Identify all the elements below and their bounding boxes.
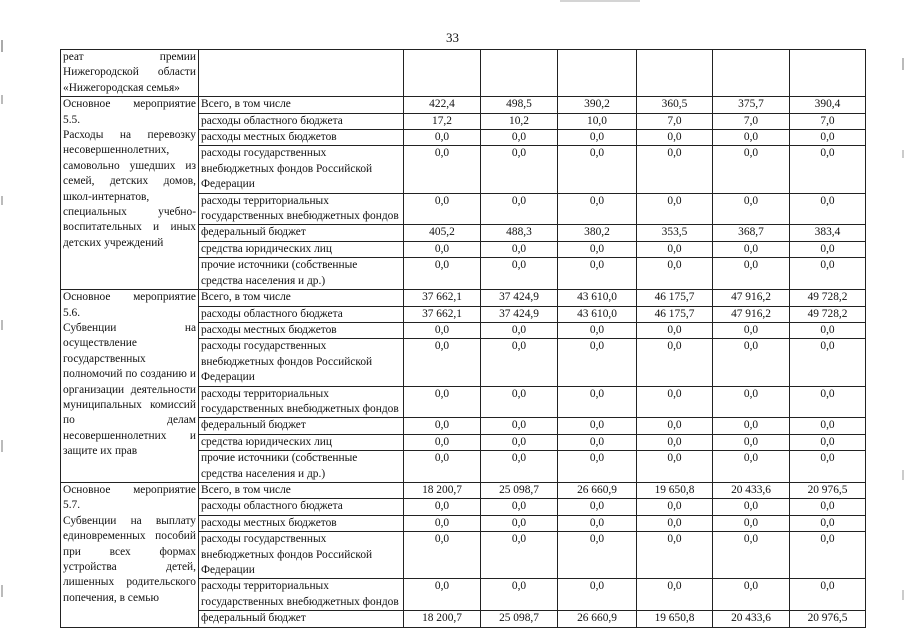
- amount-cell: 43 610,0: [558, 290, 637, 306]
- amount-cell: 0,0: [790, 146, 866, 193]
- amount-cell: 0,0: [713, 579, 790, 611]
- amount-cell: 0,0: [558, 532, 637, 579]
- amount-cell: 0,0: [713, 499, 790, 515]
- amount-cell: 0,0: [481, 193, 558, 225]
- funding-source-cell: расходы местных бюджетов: [199, 130, 404, 146]
- amount-cell: 498,5: [481, 97, 558, 113]
- amount-cell: 0,0: [404, 258, 481, 290]
- funding-source-cell: расходы территориальных государственных внебюджетных фондов: [199, 579, 404, 611]
- amount-cell: 0,0: [790, 339, 866, 386]
- amount-cell: [404, 50, 481, 97]
- amount-cell: 0,0: [481, 418, 558, 434]
- activity-name-cell: Основное мероприятие 5.7. Субвенции на выплату единовременных пособий при всех формах устройства детей, лишенных родительского попечения, в семью: [61, 482, 199, 627]
- amount-cell: 0,0: [713, 146, 790, 193]
- amount-cell: 20 976,5: [790, 482, 866, 498]
- amount-cell: 0,0: [481, 241, 558, 257]
- amount-cell: 0,0: [713, 434, 790, 450]
- amount-cell: 0,0: [481, 130, 558, 146]
- amount-cell: 0,0: [558, 130, 637, 146]
- amount-cell: 0,0: [713, 193, 790, 225]
- amount-cell: 0,0: [637, 532, 713, 579]
- amount-cell: 0,0: [790, 386, 866, 418]
- table-row: [61, 97, 866, 113]
- amount-cell: 10,0: [558, 113, 637, 129]
- amount-cell: 0,0: [790, 418, 866, 434]
- amount-cell: [481, 50, 558, 97]
- amount-cell: 0,0: [558, 386, 637, 418]
- amount-cell: 0,0: [481, 339, 558, 386]
- amount-cell: 0,0: [713, 515, 790, 531]
- amount-cell: 0,0: [558, 241, 637, 257]
- amount-cell: [713, 50, 790, 97]
- amount-cell: 7,0: [713, 113, 790, 129]
- amount-cell: 0,0: [637, 241, 713, 257]
- amount-cell: 49 728,2: [790, 306, 866, 322]
- amount-cell: 0,0: [790, 515, 866, 531]
- amount-cell: 353,5: [637, 225, 713, 241]
- amount-cell: 0,0: [558, 322, 637, 338]
- amount-cell: 19 650,8: [637, 482, 713, 498]
- amount-cell: 43 610,0: [558, 306, 637, 322]
- amount-cell: 0,0: [637, 386, 713, 418]
- amount-cell: 0,0: [481, 258, 558, 290]
- amount-cell: 383,4: [790, 225, 866, 241]
- amount-cell: 18 200,7: [404, 611, 481, 627]
- amount-cell: [558, 50, 637, 97]
- amount-cell: 0,0: [558, 193, 637, 225]
- amount-cell: 0,0: [637, 339, 713, 386]
- amount-cell: 46 175,7: [637, 306, 713, 322]
- amount-cell: 375,7: [713, 97, 790, 113]
- amount-cell: 0,0: [637, 515, 713, 531]
- funding-source-cell: расходы территориальных государственных внебюджетных фондов: [199, 193, 404, 225]
- amount-cell: 0,0: [713, 386, 790, 418]
- budget-table-body: [61, 50, 866, 628]
- funding-source-cell: прочие источники (собственные средства населения и др.): [199, 258, 404, 290]
- funding-source-cell: расходы местных бюджетов: [199, 515, 404, 531]
- amount-cell: 0,0: [558, 339, 637, 386]
- amount-cell: 390,2: [558, 97, 637, 113]
- amount-cell: 0,0: [481, 451, 558, 483]
- amount-cell: 0,0: [558, 451, 637, 483]
- page-number: 33: [446, 30, 459, 45]
- funding-source-cell: расходы областного бюджета: [199, 499, 404, 515]
- amount-cell: 0,0: [404, 418, 481, 434]
- amount-cell: 0,0: [481, 579, 558, 611]
- amount-cell: 0,0: [790, 130, 866, 146]
- amount-cell: 37 424,9: [481, 290, 558, 306]
- amount-cell: 422,4: [404, 97, 481, 113]
- amount-cell: 0,0: [481, 146, 558, 193]
- amount-cell: 0,0: [713, 322, 790, 338]
- amount-cell: 0,0: [404, 515, 481, 531]
- amount-cell: 25 098,7: [481, 611, 558, 627]
- amount-cell: 37 662,1: [404, 290, 481, 306]
- amount-cell: 19 650,8: [637, 611, 713, 627]
- amount-cell: 49 728,2: [790, 290, 866, 306]
- funding-source-cell: Всего, в том числе: [199, 97, 404, 113]
- amount-cell: 0,0: [790, 193, 866, 225]
- amount-cell: 25 098,7: [481, 482, 558, 498]
- amount-cell: [637, 50, 713, 97]
- funding-source-cell: расходы государственных внебюджетных фондов Российской Федерации: [199, 532, 404, 579]
- amount-cell: 0,0: [558, 146, 637, 193]
- amount-cell: 0,0: [637, 258, 713, 290]
- amount-cell: 360,5: [637, 97, 713, 113]
- amount-cell: 7,0: [637, 113, 713, 129]
- amount-cell: 0,0: [790, 451, 866, 483]
- amount-cell: 0,0: [637, 146, 713, 193]
- funding-source-cell: расходы государственных внебюджетных фондов Российской Федерации: [199, 146, 404, 193]
- amount-cell: 368,7: [713, 225, 790, 241]
- amount-cell: 46 175,7: [637, 290, 713, 306]
- amount-cell: 0,0: [481, 434, 558, 450]
- amount-cell: 0,0: [404, 241, 481, 257]
- amount-cell: 0,0: [558, 434, 637, 450]
- table-row: [61, 482, 866, 498]
- amount-cell: 0,0: [404, 322, 481, 338]
- amount-cell: 0,0: [637, 130, 713, 146]
- amount-cell: 47 916,2: [713, 306, 790, 322]
- amount-cell: 26 660,9: [558, 482, 637, 498]
- amount-cell: 18 200,7: [404, 482, 481, 498]
- amount-cell: 10,2: [481, 113, 558, 129]
- amount-cell: 0,0: [481, 515, 558, 531]
- amount-cell: 0,0: [790, 241, 866, 257]
- amount-cell: 20 433,6: [713, 611, 790, 627]
- amount-cell: 0,0: [790, 532, 866, 579]
- funding-source-cell: средства юридических лиц: [199, 434, 404, 450]
- amount-cell: 0,0: [713, 418, 790, 434]
- funding-source-cell: расходы территориальных государственных внебюджетных фондов: [199, 386, 404, 418]
- funding-source-cell: [199, 50, 404, 97]
- activity-name-cell: Основное мероприятие 5.5. Расходы на перевозку несовершеннолетних, самовольно ушедших из семей, детских домов, школ-интернатов, специальных учебно-воспитательных и иных детских учреждений: [61, 97, 199, 290]
- amount-cell: 0,0: [558, 515, 637, 531]
- amount-cell: 0,0: [481, 532, 558, 579]
- amount-cell: 37 662,1: [404, 306, 481, 322]
- amount-cell: [790, 50, 866, 97]
- amount-cell: 0,0: [481, 322, 558, 338]
- amount-cell: 0,0: [790, 434, 866, 450]
- funding-source-cell: прочие источники (собственные средства населения и др.): [199, 451, 404, 483]
- amount-cell: 0,0: [481, 499, 558, 515]
- amount-cell: 0,0: [790, 258, 866, 290]
- amount-cell: 0,0: [790, 499, 866, 515]
- amount-cell: 0,0: [637, 451, 713, 483]
- amount-cell: 0,0: [713, 532, 790, 579]
- funding-source-cell: федеральный бюджет: [199, 225, 404, 241]
- funding-source-cell: средства юридических лиц: [199, 241, 404, 257]
- funding-source-cell: расходы государственных внебюджетных фондов Российской Федерации: [199, 339, 404, 386]
- amount-cell: 0,0: [558, 258, 637, 290]
- amount-cell: 0,0: [404, 339, 481, 386]
- amount-cell: 0,0: [404, 579, 481, 611]
- amount-cell: 0,0: [558, 579, 637, 611]
- amount-cell: 0,0: [637, 322, 713, 338]
- amount-cell: 20 976,5: [790, 611, 866, 627]
- amount-cell: 37 424,9: [481, 306, 558, 322]
- amount-cell: 0,0: [713, 258, 790, 290]
- amount-cell: 0,0: [404, 386, 481, 418]
- funding-source-cell: расходы областного бюджета: [199, 113, 404, 129]
- amount-cell: 0,0: [637, 499, 713, 515]
- budget-table: [60, 49, 866, 628]
- amount-cell: 0,0: [404, 193, 481, 225]
- amount-cell: 0,0: [637, 418, 713, 434]
- activity-name-cell: реат премии Нижегородской области «Нижегородская семья»: [61, 50, 199, 97]
- amount-cell: 405,2: [404, 225, 481, 241]
- amount-cell: 0,0: [713, 339, 790, 386]
- funding-source-cell: Всего, в том числе: [199, 482, 404, 498]
- amount-cell: 0,0: [558, 499, 637, 515]
- amount-cell: 0,0: [404, 146, 481, 193]
- amount-cell: 26 660,9: [558, 611, 637, 627]
- amount-cell: 0,0: [558, 418, 637, 434]
- amount-cell: 0,0: [713, 451, 790, 483]
- amount-cell: 0,0: [790, 322, 866, 338]
- funding-source-cell: Всего, в том числе: [199, 290, 404, 306]
- table-row: [61, 290, 866, 306]
- table-row: [61, 50, 866, 97]
- activity-name-cell: Основное мероприятие 5.6. Субвенции на осуществление государственных полномочий по созданию и организации деятельности муниципальных комиссий по делам несовершеннолетних и защите их прав: [61, 290, 199, 483]
- amount-cell: 390,4: [790, 97, 866, 113]
- amount-cell: 20 433,6: [713, 482, 790, 498]
- amount-cell: 0,0: [790, 579, 866, 611]
- amount-cell: 17,2: [404, 113, 481, 129]
- funding-source-cell: расходы местных бюджетов: [199, 322, 404, 338]
- amount-cell: 0,0: [404, 130, 481, 146]
- amount-cell: 0,0: [404, 451, 481, 483]
- funding-source-cell: федеральный бюджет: [199, 418, 404, 434]
- amount-cell: 0,0: [637, 193, 713, 225]
- funding-source-cell: расходы областного бюджета: [199, 306, 404, 322]
- amount-cell: 0,0: [404, 532, 481, 579]
- amount-cell: 47 916,2: [713, 290, 790, 306]
- amount-cell: 0,0: [404, 499, 481, 515]
- amount-cell: 0,0: [713, 130, 790, 146]
- amount-cell: 0,0: [713, 241, 790, 257]
- amount-cell: 7,0: [790, 113, 866, 129]
- amount-cell: 0,0: [481, 386, 558, 418]
- amount-cell: 0,0: [637, 579, 713, 611]
- funding-source-cell: федеральный бюджет: [199, 611, 404, 627]
- amount-cell: 488,3: [481, 225, 558, 241]
- amount-cell: 0,0: [637, 434, 713, 450]
- amount-cell: 0,0: [404, 434, 481, 450]
- amount-cell: 380,2: [558, 225, 637, 241]
